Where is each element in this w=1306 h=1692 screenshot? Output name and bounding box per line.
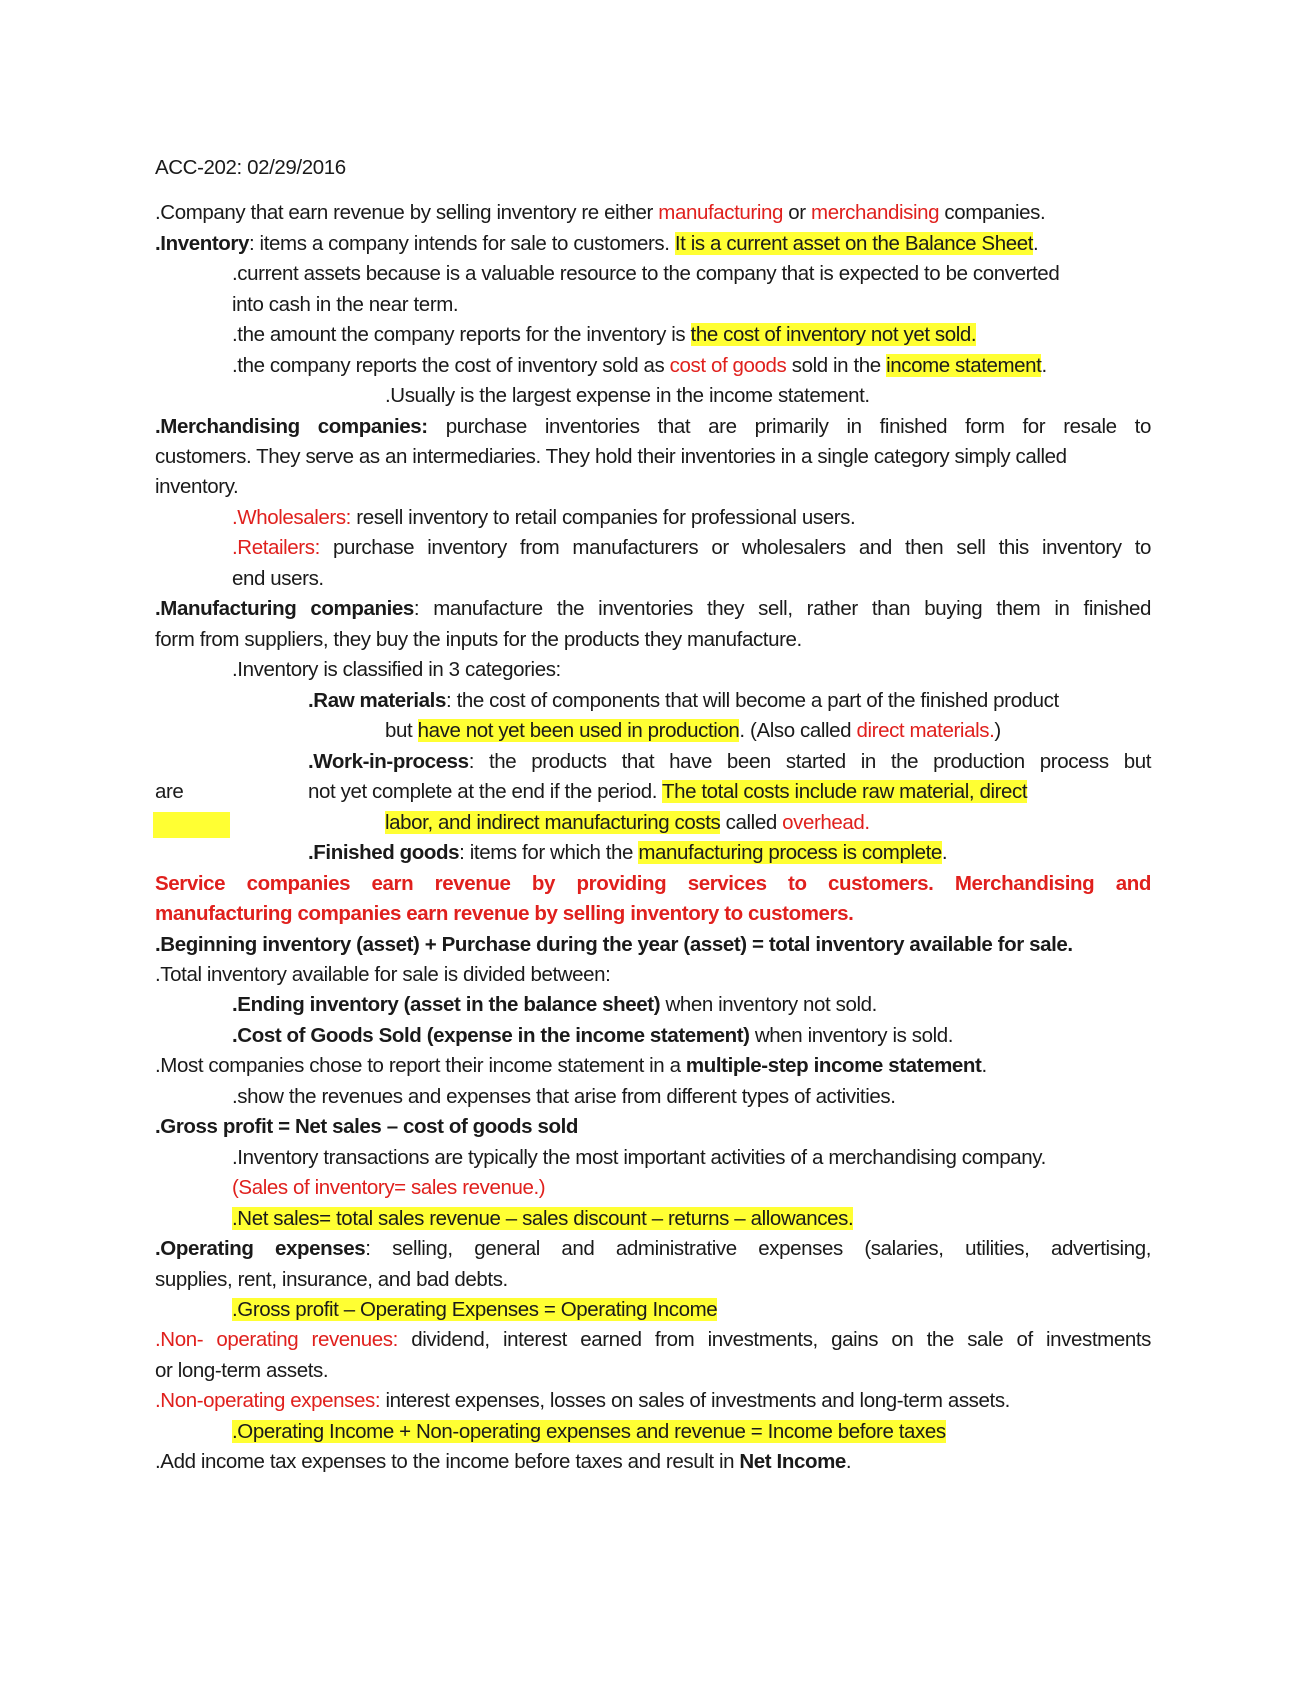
line-retailers: .Retailers: purchase inventory from manufacturers or wholesalers and then sell this inventory to [232, 536, 1151, 559]
line-current-assets-cont: into cash in the near term. [232, 293, 459, 316]
highlight-operating-income: .Gross profit – Operating Expenses = Operating Income [232, 1298, 718, 1321]
line-inventory-definition: .Inventory: items a company intends for sale to customers. It is a current asset on the Balance Sheet. [155, 232, 1039, 255]
line-merchandising-cont: customers. They serve as an intermediaries. They hold their inventories in a single category simply called [155, 445, 1067, 468]
line-current-assets: .current assets because is a valuable resource to the company that is expected to be converted [232, 262, 1060, 285]
line-raw-materials-cont: but have not yet been used in production. (Also called direct materials.) [385, 719, 1001, 742]
empty-highlight-block [153, 812, 230, 838]
line-net-sales [232, 1206, 853, 1232]
line-merchandising-cont2: inventory. [155, 475, 239, 498]
line-retailers-cont: end users. [232, 567, 324, 590]
line-income-before-taxes [232, 1419, 946, 1445]
line-operating-expenses: .Operating expenses: selling, general and administrative expenses (salaries, utilities, advertising, [155, 1237, 1151, 1260]
line-operating-expenses-cont: supplies, rent, insurance, and bad debts. [155, 1268, 508, 1291]
document-title: ACC-202: 02/29/2016 [155, 156, 346, 179]
highlight-process-complete: manufacturing process is complete [638, 841, 942, 864]
line-work-in-process-cont2: labor, and indirect manufacturing costs called overhead. [385, 811, 870, 834]
highlight-labor-costs: labor, and indirect manufacturing costs [385, 811, 721, 834]
line-manufacturing-cont: form from suppliers, they buy the inputs for the products they manufacture. [155, 628, 802, 651]
line-three-categories: .Inventory is classified in 3 categories: [232, 658, 561, 681]
line-amount-reported: .the amount the company reports for the inventory is the cost of inventory not yet sold. [232, 323, 977, 346]
line-cost-of-goods: .the company reports the cost of inventory sold as cost of goods sold in the income statement. [232, 354, 1047, 377]
term-raw-materials: .Raw materials [308, 689, 446, 712]
highlight-not-used: have not yet been used in production [417, 719, 740, 742]
highlight-current-asset: It is a current asset on the Balance Sheet [674, 232, 1033, 255]
term-multiple-step: multiple-step income statement [685, 1054, 982, 1077]
line-work-in-process-cont: not yet complete at the end if the period. The total costs include raw material, direct [308, 780, 1028, 803]
line-companies-intro: .Company that earn revenue by selling inventory re either manufacturing or merchandising companies. [155, 201, 1046, 224]
highlight-net-sales: .Net sales= total sales revenue – sales discount – returns – allowances. [232, 1207, 854, 1230]
term-cogs: .Cost of Goods Sold (expense in the income statement) [232, 1024, 750, 1047]
term-manufacturing: manufacturing [658, 201, 783, 224]
term-non-operating-expenses: .Non-operating expenses: [155, 1389, 381, 1412]
line-ending-inventory: .Ending inventory (asset in the balance sheet) when inventory not sold. [232, 993, 877, 1016]
line-beginning-inventory: .Beginning inventory (asset) + Purchase during the year (asset) = total inventory available for sale. [155, 933, 1073, 956]
line-multiple-step: .Most companies chose to report their income statement in a multiple-step income statement. [155, 1054, 987, 1077]
term-ending-inventory: .Ending inventory (asset in the balance sheet) [232, 993, 661, 1016]
term-operating-expenses: .Operating expenses [155, 1237, 366, 1260]
line-raw-materials: .Raw materials: the cost of components that will become a part of the finished product [308, 689, 1059, 712]
line-inventory-transactions: .Inventory transactions are typically the most important activities of a merchandising company. [232, 1146, 1046, 1169]
line-non-operating-revenues: .Non- operating revenues: dividend, interest earned from investments, gains on the sale of investments [155, 1328, 1151, 1351]
term-non-operating-revenues: .Non- operating revenues: [155, 1328, 398, 1351]
line-sales-of-inventory: (Sales of inventory= sales revenue.) [232, 1176, 546, 1199]
line-total-inventory: .Total inventory available for sale is divided between: [155, 963, 611, 986]
term-finished-goods: .Finished goods [308, 841, 460, 864]
highlight-total-costs: The total costs include raw material, direct [661, 780, 1028, 803]
term-retailers: .Retailers: [232, 536, 320, 559]
term-direct-materials: direct materials. [856, 719, 995, 742]
term-net-income: Net Income [739, 1450, 846, 1473]
highlight-income-before-taxes: .Operating Income + Non-operating expenses and revenue = Income before taxes [232, 1420, 946, 1443]
highlight-cost-not-sold: the cost of inventory not yet sold. [690, 323, 977, 346]
line-show-revenues: .show the revenues and expenses that arise from different types of activities. [232, 1085, 896, 1108]
line-largest-expense: .Usually is the largest expense in the income statement. [385, 384, 870, 407]
term-overhead: overhead. [782, 811, 870, 834]
line-finished-goods: .Finished goods: items for which the manufacturing process is complete. [308, 841, 948, 864]
term-cost-of-goods: cost of goods [669, 354, 787, 377]
line-manufacturing-companies: .Manufacturing companies: manufacture the inventories they sell, rather than buying them in finished [155, 597, 1151, 620]
line-gross-profit: .Gross profit = Net sales – cost of goods sold [155, 1115, 579, 1138]
term-work-in-process: .Work-in-process [308, 750, 469, 773]
term-merchandising: merchandising [811, 201, 940, 224]
line-service-companies-cont: manufacturing companies earn revenue by selling inventory to customers. [155, 902, 854, 925]
line-service-companies: Service companies earn revenue by providing services to customers. Merchandising and [155, 872, 1151, 895]
line-work-in-process: .Work-in-process: the products that have been started in the production process but [308, 750, 1151, 773]
line-operating-income [232, 1297, 717, 1323]
line-non-operating-revenues-cont: or long-term assets. [155, 1359, 329, 1382]
line-wholesalers: .Wholesalers: resell inventory to retail companies for professional users. [232, 506, 856, 529]
term-inventory: .Inventory [155, 232, 249, 255]
line-cogs: .Cost of Goods Sold (expense in the income statement) when inventory is sold. [232, 1024, 954, 1047]
term-wholesalers: .Wholesalers: [232, 506, 351, 529]
line-net-income: .Add income tax expenses to the income before taxes and result in Net Income. [155, 1450, 852, 1473]
line-non-operating-expenses: .Non-operating expenses: interest expenses, losses on sales of investments and long-term assets. [155, 1389, 1010, 1412]
highlight-income-statement: income statement [886, 354, 1042, 377]
term-manufacturing-companies: .Manufacturing companies [155, 597, 414, 620]
term-merchandising-companies: .Merchandising companies: [155, 415, 428, 438]
stray-word-are: are [155, 780, 184, 803]
line-merchandising-companies: .Merchandising companies: purchase inventories that are primarily in finished form for resale to [155, 415, 1151, 438]
